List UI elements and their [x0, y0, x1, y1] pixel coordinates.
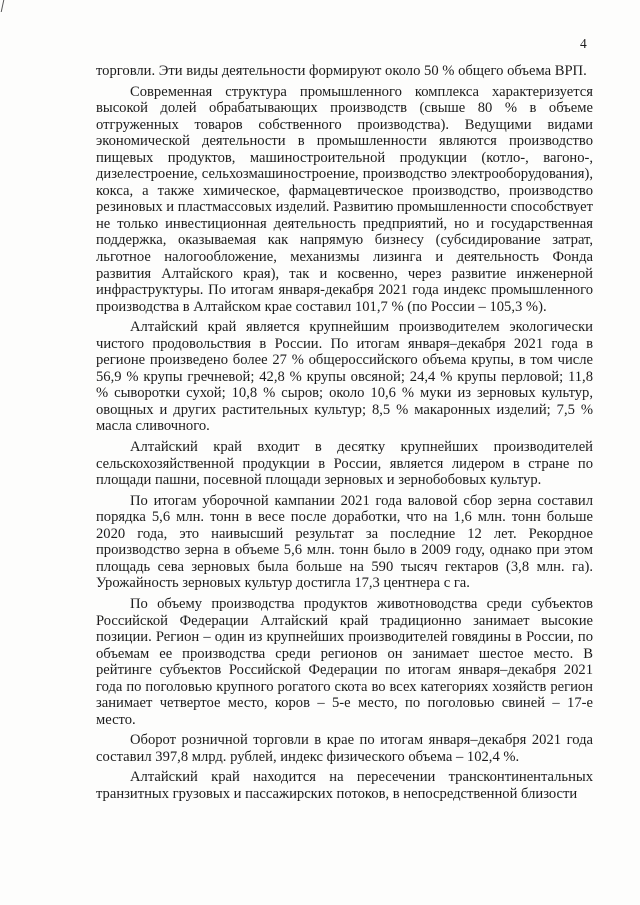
paragraph-eco-food: Алтайский край является крупнейшим производителем экологически чистого продовольствия в России. По итогам января–декабря 2021 года в регионе произведено более 27 % общероссийского объема крупы, в том числе 56,9 % крупы гречневой; 42,8 % крупы овсяной; 24,4 % крупы перловой; 11,8 % сыворотки сухой; 10,8 % сыров; около 10,6 % муки из зерновых культур, овощных и других растительных культур; 8,5 % макаронных изделий; 7,5 % масла сливочного.	[96, 319, 593, 435]
body-text	[96, 63, 593, 803]
page-number: 4	[580, 36, 587, 51]
paragraph-transit-location: Алтайский край находится на пересечении трансконтинентальных транзитных грузовых и пассажирских потоков, в непосредственной близости	[96, 769, 593, 802]
scan-edge-mark	[1, 0, 19, 12]
paragraph-harvest: По итогам уборочной кампании 2021 года валовой сбор зерна составил порядка 5,6 млн. тонн в весе после доработки, что на 1,6 млн. тонн больше 2020 года, это наивысший результат за последние 12 лет. Рекордное производство зерна в объеме 5,6 млн. тонн было в 2009 году, однако при этом площадь сева зерновых была больше на 590 тысяч гектаров (3,8 млн. га). Урожайность зерновых культур достигла 17,3 центнера с га.	[96, 492, 593, 592]
paragraph-trade-share: торговли. Эти виды деятельности формируют около 50 % общего объема ВРП.	[96, 63, 587, 79]
paragraph-retail-turnover: Оборот розничной торговли в крае по итогам января–декабря 2021 года составил 397,8 млрд. рублей, индекс физического объема – 102,4 %.	[96, 732, 593, 765]
paragraph-agriculture-leader: Алтайский край входит в десятку крупнейших производителей сельскохозяйственной продукции в России, является лидером в стране по площади пашни, посевной площади зерновых и зернобобовых культур.	[96, 439, 593, 489]
paragraph-livestock: По объему производства продуктов животноводства среди субъектов Российской Федерации Алтайский край традиционно занимает высокие позиции. Регион – один из крупнейших производителей говядины в России, по объемам ее производства среди регионов он занимает шестое место. В рейтинге субъектов Российской Федерации по итогам января–декабря 2021 года по поголовью крупного рогатого скота во всех категориях хозяйств регион занимает четвертое место, коров – 5-е место, по поголовью свиней – 17-е место.	[96, 595, 593, 728]
paragraph-industry-structure: Современная структура промышленного комплекса характеризуется высокой долей обрабатывающих производств (свыше 80 % в объеме отгруженных товаров собственного производства). Ведущими видами экономической деятельности в промышленности являются производство пищевых продуктов, машиностроительной продукции (котло-, вагоно-, дизелестроение, сельхозмашиностроение, производство электрооборудования), кокса, а также химическое, фармацевтическое производство, производство резиновых и пластмассовых изделий. Развитию промышленности способствует не только инвестиционная деятельность предприятий, но и государственная поддержка, оказываемая как напрямую бизнесу (субсидирование затрат, льготное налогообложение, механизмы лизинга и деятельность Фонда развития Алтайского края), так и косвенно, через развитие инженерной инфраструктуры. По итогам января-декабря 2021 года индекс промышленного производства в Алтайском крае составил 101,7 % (по России – 105,3 %).	[96, 83, 593, 315]
